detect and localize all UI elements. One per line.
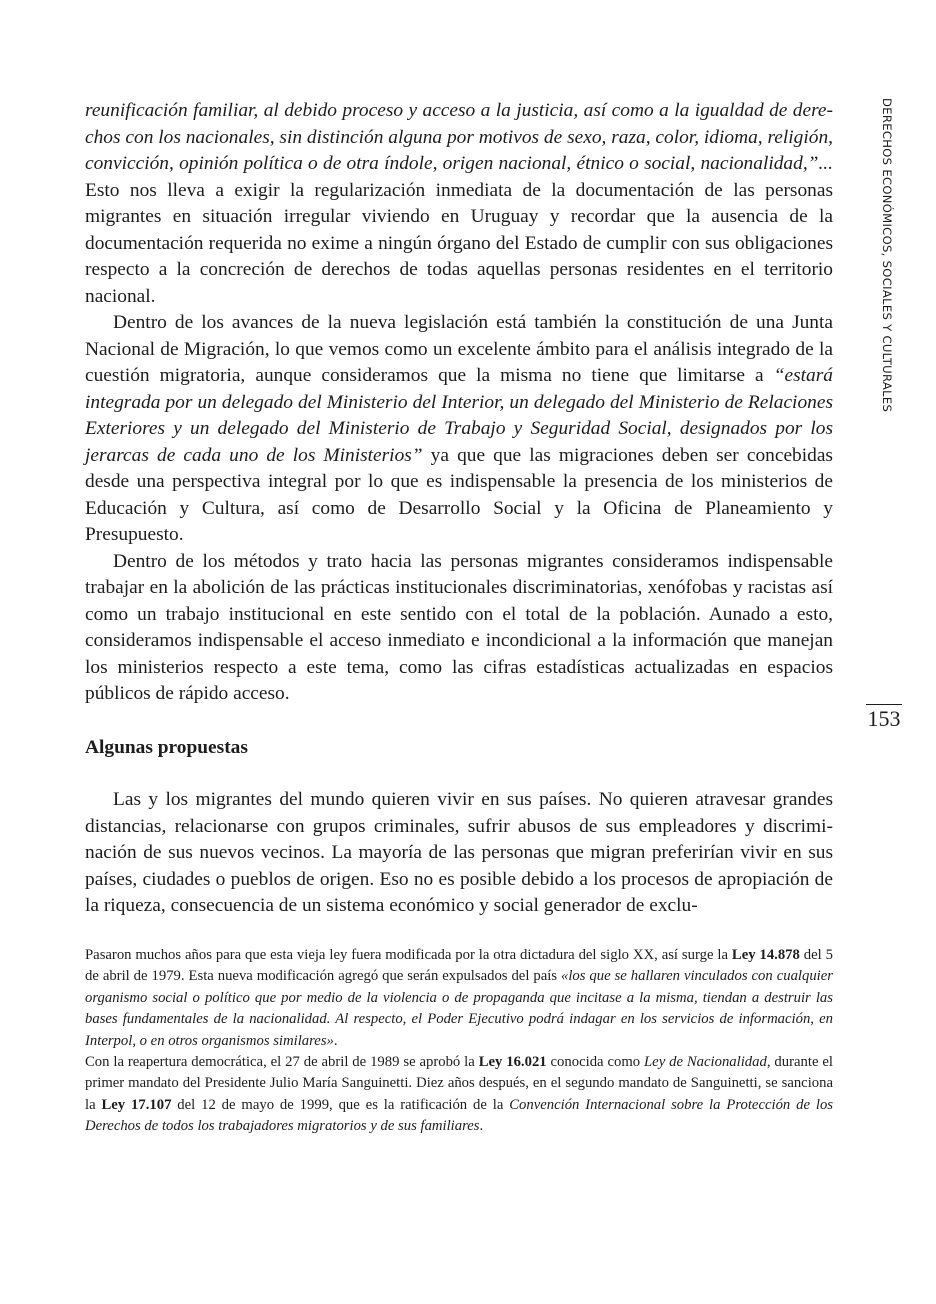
page-number: 153 (867, 706, 901, 731)
paragraph-1-text: Esto nos lleva a exigir la regularización inmediata de la documentación de las personas migrantes en situación irregular viviendo en Uruguay y recordar que la ausencia de la documentación requerida no exime a ningún órgano del Estado de cumplir con sus obligaciones respecto a la concreción de derechos de todas aquellas personas residentes en el territorio nacional. (85, 179, 833, 307)
footnote-1-text: del 5 de abril de 1979. Esta nueva modificación agregó que serán expulsados del país (85, 947, 833, 985)
paragraph-2 (85, 310, 833, 549)
footnote-2-text: conocida como (546, 1054, 644, 1071)
paragraph-2-text-after: ya que que las migraciones deben ser concebidas desde una perspectiva integral por lo que es indispensable la presencia de los ministerios de Educación y Cultura, así como de Desarrollo Social y la Oficina de Planeamiento y Presupuesto. (85, 444, 833, 545)
footnote-2 (85, 1052, 833, 1138)
section-paragraph: Las y los migrantes del mundo quieren vivir en sus países. No quieren atravesar grandes distancias, relacionarse con grupos criminales, sufrir abusos de sus empleadores y discriminación de sus nuevos vecinos. La mayoría de las personas que migran preferirían vivir en sus países, ciudades o pueblos de origen. Eso no es posible debido a los procesos de apropiación de la riqueza, consecuencia de un sistema económico y social generador de exclu- (85, 789, 833, 916)
body-text-lower (85, 787, 833, 920)
paragraph-3: Dentro de los métodos y trato hacia las personas migrantes consideramos indispensable trabajar en la abolición de las prácticas institucionales discriminatorias, xenófobas y racistas así como un trabajo institucional en este sentido con el total de la población. Aunado a esto, consideramos indispensable el acceso inmediato e incondicional a la información que manejan los ministerios respecto a este tema, como las cifras estadísticas actualizadas en espacios públicos de rápido acceso. (85, 550, 833, 704)
footnote-2-convention-title: Convención Internacional sobre la Protección de los Derechos de todos los trabajadores migratorios y de sus familiares (85, 1096, 834, 1135)
section-heading: Algunas propuestas (85, 737, 248, 758)
footnote-2-law: Ley 16.021 (478, 1054, 547, 1071)
footnote-2-text: . (479, 1118, 484, 1135)
footnote-2-law: Ley 17.107 (101, 1096, 172, 1113)
paragraph-2-quote: “estará integrada por un delegado del Ministerio del Interior, un delegado del Ministerio de Relaciones Exteriores y un delegado del Ministerio de Trabajo y Seguridad Social, designados por los jerarcas de cada uno de los Ministerios” (85, 365, 833, 466)
paragraph-1-quote: reunificación familiar, al debido proceso y acceso a la justicia, así como a la igualdad de derechos con los nacionales, sin distinción alguna por motivos de sexo, raza, color, idioma, religión, convicción, opinión política o de otra índole, origen nacional, étnico o social, nacionalidad,”... (85, 100, 833, 174)
page-number-rule (866, 704, 902, 705)
footnote-1-law: Ley 14.878 (731, 947, 800, 963)
footnotes (85, 945, 833, 1138)
footnote-2-text: Con la reapertura democrática, el 27 de abril de 1989 se aprobó la (85, 1054, 479, 1071)
footnote-1 (85, 945, 833, 1052)
footnote-1-quote: «los que se hallaren vinculados con cualquier organismo social o político que por medio de la violencia o de propaganda que incitase a la misma, tiendan a destruir las bases fundamentales de la nacionalidad. Al respecto, el Poder Ejecutivo podrá indagar en los servicios de información, en Interpol, o en otros organismos similares» (85, 968, 833, 1049)
footnote-2-text: del 12 de mayo de 1999, que es la ratificación de la (171, 1096, 510, 1113)
footnote-2-text: , durante el primer mandato del Presidente Julio María Sanguinetti. Diez años después, en el segundo mandato de Sanguinetti, se sanciona la (85, 1054, 833, 1113)
footnote-1-text: . (333, 1032, 338, 1049)
running-head: DERECHOS ECONÓMICOS, SOCIALES Y CULTURALES (880, 98, 894, 413)
paragraph-2-text-before: Dentro de los avances de la nueva legislación está también la constitución de una Junta Nacional de Migración, lo que vemos como un excelente ámbito para el análisis integrado de la cuestión migratoria, aunque consideramos que la misma no tiene que limitarse a (85, 312, 833, 386)
footnote-1-text: Pasaron muchos años para que esta vieja ley fuera modificada por la otra dictadura del siglo XX, así surge la (85, 947, 732, 963)
paragraph-1 (85, 98, 833, 310)
footnote-2-law-title: Ley de Nacionalidad (644, 1054, 767, 1071)
body-text-upper (85, 98, 833, 708)
